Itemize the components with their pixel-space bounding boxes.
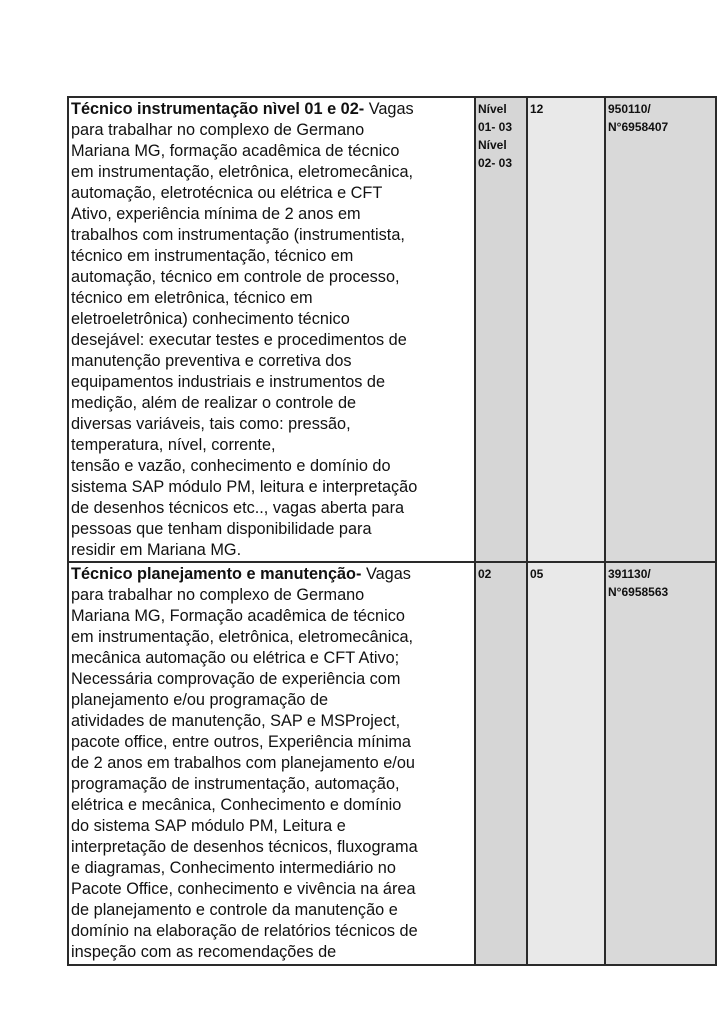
description-line: elétrica e mecânica, Conhecimento e domínio [71,796,402,814]
job-title: Técnico planejamento e manutenção- [71,565,362,583]
level-text: Nível [478,138,507,152]
description-line: eletroeletrônica) conhecimento técnico [71,310,350,328]
description-line: atividades de manutenção, SAP e MSProject, [71,712,401,730]
description-line: residir em Mariana MG. [71,541,242,559]
code-cell [606,98,715,561]
table-row [69,563,715,964]
description-line: programação de instrumentação, automação, [71,775,400,793]
table-row [69,98,715,563]
description-line: Necessária comprovação de experiência com [71,670,401,688]
description-line: e diagramas, Conhecimento intermediário no [71,859,396,877]
code-text: 950110/ [608,102,651,116]
description-line: planejamento e/ou programação de [71,691,329,709]
quantity-cell [528,563,606,964]
description-line: Mariana MG, Formação acadêmica de técnico [71,607,405,625]
description-line: do sistema SAP módulo PM, Leitura e [71,817,346,835]
description-line: diversas variáveis, tais como: pressão, [71,415,351,433]
level-cell [476,563,528,964]
description-line: mecânica automação ou elétrica e CFT Ativo; [71,649,400,667]
description-line: em instrumentação, eletrônica, eletromecânica, [71,163,414,181]
description-line: de 2 anos em trabalhos com planejamento e/ou [71,754,415,772]
job-description-cell [69,563,476,964]
job-description-cell [69,98,476,561]
description-line: domínio na elaboração de relatórios técnicos de [71,922,418,940]
level-text: 02 [478,567,492,581]
description-text: Vagas [361,565,411,583]
quantity-cell [528,98,606,561]
description-line: interpretação de desenhos técnicos, fluxograma [71,838,418,856]
description-text: Vagas [364,100,414,118]
job-vacancies-table [67,96,717,966]
level-text: 01- 03 [478,120,513,134]
description-line: técnico em instrumentação, técnico em [71,247,354,265]
description-line: pacote office, entre outros, Experiência mínima [71,733,411,751]
description-line: trabalhos com instrumentação (instrumentista, [71,226,405,244]
description-line: de desenhos técnicos etc.., vagas aberta para [71,499,405,517]
description-line: inspeção com as recomendações de [71,943,337,961]
description-first-line [71,564,472,585]
code-text: N°6958563 [608,585,669,599]
level-text: 02- 03 [478,156,513,170]
code-cell [606,563,715,964]
level-text: Nível [478,102,507,116]
description-line: para trabalhar no complexo de Germano [71,121,365,139]
description-line: automação, eletrotécnica ou elétrica e CFT [71,184,383,202]
description-line: temperatura, nível, corrente, [71,436,276,454]
level-cell [476,98,528,561]
description-line: tensão e vazão, conhecimento e domínio do [71,457,391,475]
description-line: técnico em eletrônica, técnico em [71,289,313,307]
description-line: Mariana MG, formação acadêmica de técnico [71,142,400,160]
description-line: em instrumentação, eletrônica, eletromecânica, [71,628,414,646]
description-line: equipamentos industriais e instrumentos de [71,373,386,391]
description-line: sistema SAP módulo PM, leitura e interpretação [71,478,418,496]
description-line: automação, técnico em controle de processo, [71,268,400,286]
description-line: para trabalhar no complexo de Germano [71,586,365,604]
quantity-text: 05 [530,567,544,581]
description-line: de planejamento e controle da manutenção e [71,901,398,919]
job-title: Técnico instrumentação nìvel 01 e 02- [71,100,365,118]
code-text: 391130/ [608,567,651,581]
description-first-line [71,99,472,120]
description-line: manutenção preventiva e corretiva dos [71,352,352,370]
code-text: N°6958407 [608,120,669,134]
description-line: medição, além de realizar o controle de [71,394,357,412]
description-line: pessoas que tenham disponibilidade para [71,520,372,538]
description-line: Ativo, experiência mínima de 2 anos em [71,205,361,223]
description-line: desejável: executar testes e procedimentos de [71,331,407,349]
quantity-text: 12 [530,102,544,116]
description-line: Pacote Office, conhecimento e vivência na área [71,880,416,898]
